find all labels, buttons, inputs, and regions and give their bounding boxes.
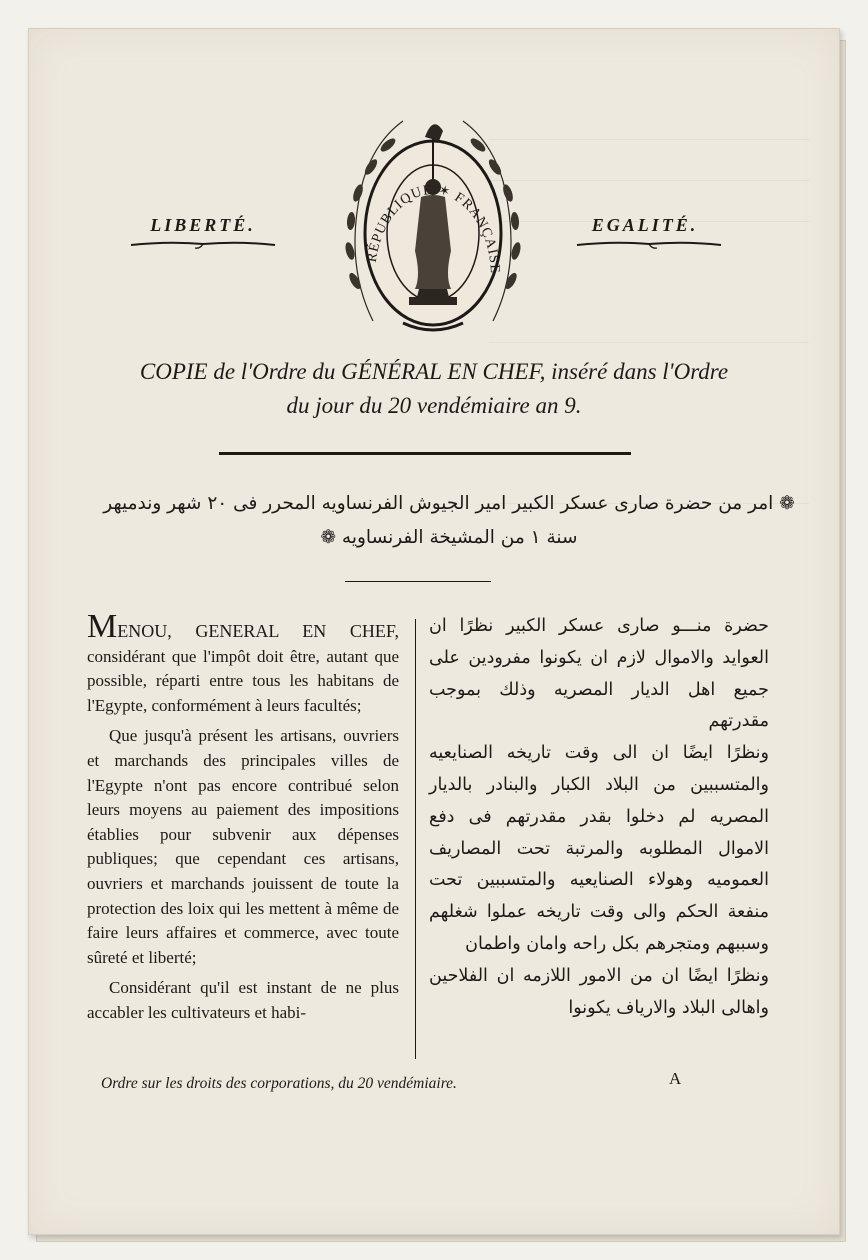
title-rule: [219, 452, 631, 455]
left-flourish-rule: [129, 237, 277, 251]
document-page: [28, 28, 840, 1235]
arabic-paragraph-2: ونظرًا ايضًا ان الى وقت تاريخه الصنايعيه والمتسببين من البلاد الكبار والبنادر بالديار المصريه لم دخلوا بقدر مقدرتهم فى دفع الاموال المطلوبه والمرتبة تحت المصاريف العموميه وهولاء الصنايعيه والمتسببين تحت منفعة الحكم والى وقت تاريخه عملوا شغلهم وسببهم ومتجرهم بكل راحه وامان واطمان: [429, 743, 769, 954]
general-name: ENOU, GENERAL EN CHEF,: [117, 621, 399, 641]
french-paragraph-1-text: considérant que l'impôt doit être, autant que possible, réparti entre tous les habitans de l'Egypte, conformément à leurs facultés;: [87, 646, 399, 715]
arabic-heading-line-2: سنة ١ من المشيخة الفرنساويه ❁: [320, 527, 578, 548]
arabic-heading-line-1: ❁ امر من حضرة صارى عسكر الكبير امير الجيوش الفرنساويه المحرر فى ٢٠ شهر وندميهر: [103, 493, 795, 514]
french-paragraph-3: Considérant qu'il est instant de ne plus accabler les cultivateurs et habi-: [87, 978, 399, 1022]
order-title-line-1: COPIE de l'Ordre du GÉNÉRAL EN CHEF, inséré dans l'Ordre: [139, 359, 729, 384]
seal-lettering: RÉPUBLIQUE ✶ FRANÇAISE: [364, 182, 503, 275]
column-separator: [415, 619, 416, 1059]
arabic-paragraph-3: ونظرًا ايضًا ان من الامور اللازمه ان الفلاحين واهالى البلاد والارياف يكونوا: [429, 965, 769, 1018]
motto-liberte: LIBERTÉ.: [150, 215, 256, 235]
right-flourish-rule: [575, 237, 723, 251]
signature-mark: A: [669, 1069, 682, 1088]
french-paragraph-1: [87, 608, 399, 718]
footer-caption: Ordre sur les droits des corporations, du 20 vendémiaire.: [101, 1075, 457, 1092]
french-paragraph-2: Que jusqu'à présent les artisans, ouvriers et marchands des principales villes de l'Egypte n'ont pas encore contribué selon leurs moyens au paiement des impositions établies pour subvenir aux dépenses publiques; que cependant ces artisans, ouvriers et marchands jouissent de toute la protection des loix qui les mettent à même de faire leurs affaires et commerce, avec toute sûreté et liberté;: [87, 726, 399, 967]
arabic-paragraph-1: حضرة منـــو صارى عسكر الكبير نظرًا ان العوايد والاموال لازم ان يكونوا مفرودين على جميع اهل الديار المصريه وذلك بموجب مقدرتهم: [429, 616, 769, 732]
arabic-heading: [89, 487, 809, 555]
arabic-column: [429, 611, 769, 1024]
french-column: [87, 608, 399, 1026]
drop-cap: M: [87, 608, 118, 645]
section-divider: [345, 581, 491, 582]
order-title-line-2: du jour du 20 vendémiaire an 9.: [286, 393, 582, 418]
motto-egalite: EGALITÉ.: [591, 215, 699, 235]
republic-seal-emblem: [333, 101, 533, 341]
order-title: [69, 355, 799, 423]
